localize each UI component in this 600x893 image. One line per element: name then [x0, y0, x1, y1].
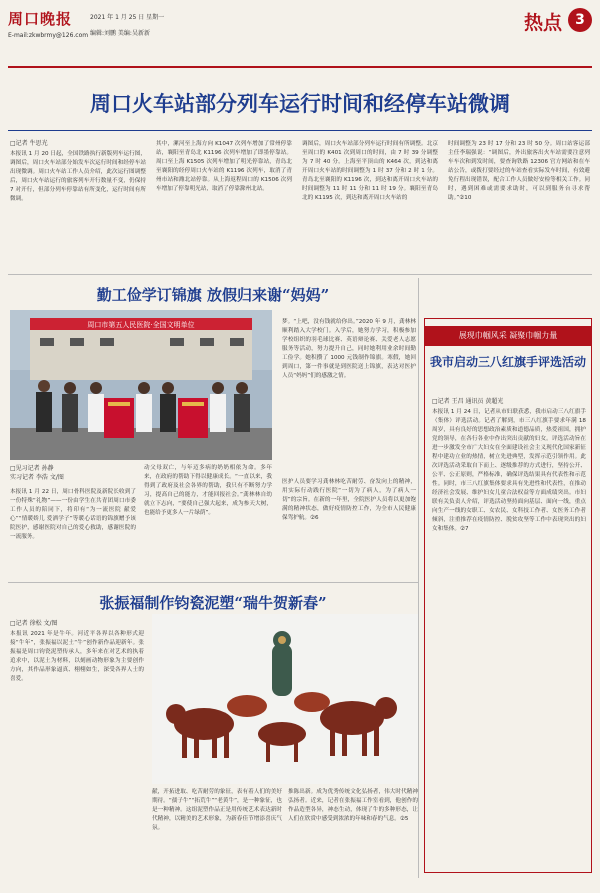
hospital-col-4: 医护人员要学习龚林林吃苦耐劳、奋发向上的精神，用实际行动践行医院“一切为了病人，为了病人一切”的宗旨。在新的一年里，全院医护人员将以更加饱满的精神状态，做好疫情防控工作，为全市人民健康保驾护航。②6 — [282, 479, 416, 521]
pottery-col-1: 本报讯 2021 年是牛年。河近平各界以各种形式迎接“牛年”，张振福以泥土“牛”创作新作品迎新年。张振福是周口钧瓷泥塑传承人，多年来在对艺术的执着追求中，以泥土为材料，以刻画动物形象为主要创作方向，其作品形象逼真、栩栩如生，深受各界人士的喜爱。 — [10, 631, 144, 682]
sidebar-body: 本报讯 1 月 24 日，记者从市妇联获悉，我市启动三八红旗手（集体）评选活动。记者了解到，市三八红旗手要求年满 18 周岁，具有良好的思想政治素质和道德品质，热爱祖国，拥护党的领导，在各行各业中作出突出贡献的妇女。评选活动旨在进一步激发全市广大妇女在全面建设社会主义现代化国家新征程中建功立业的热情，树立先进典型，发挥示范引领作用。此次评选活动采取自下而上、逐级推荐的方式进行，坚持公开、公平、公正原则，严格标准，确保评选结果具有代表性和示范性。同时，市三八红旗集体要求具有先进性和代表性，在推动经济社会发展、维护妇女儿童合法权益等方面成绩突出。市妇联有关负责人介绍，评选活动坚持面向基层、面向一线，重点向生产一线的女职工、女农民、女科技工作者、女医务工作者倾斜，注重推荐在疫情防控、脱贫攻坚等工作中表现突出的妇女和集体。②7 — [432, 409, 586, 532]
email-line: E-mail:zkwbrmy@126.com — [8, 32, 89, 39]
column-divider — [418, 278, 419, 878]
newspaper-logo: 周口晚报 — [8, 10, 73, 28]
masthead — [8, 6, 592, 64]
hospital-photo-banner: 周口市第五人民医院·全国文明单位 — [87, 321, 195, 329]
section-title: 热点 — [523, 12, 562, 34]
dateline: 2021 年 1 月 25 日 星期一 — [90, 14, 165, 21]
headline-rule — [8, 130, 592, 131]
hospital-photo — [10, 310, 272, 460]
editors-line: 编辑:刘鹏 美编:吴新新 — [90, 30, 150, 37]
divider-1 — [8, 274, 592, 275]
masthead-rule — [8, 66, 592, 68]
pottery-col-2: 献，开拓进取、吃苦耐劳的象征，表有着人们的美好期待。“孺子牛”“拓荒牛”“老黄牛”，是一种象征，也是一种精神。这组泥塑作品正是用传统艺术表达新时代精神，以精美的艺术形象，为新春佳节增添喜庆气氛。 — [152, 789, 282, 831]
hospital-col-1: 本报讯 1 月 22 日，周口骨科医院及新院长收到了一份特殊“礼物”——一份由学生在共青团周口市委工作人员的陪同下，将印有“为一流医院 献爱心”“情暖娇儿 爱洒学子”等暖心话语的锦旗赠予该院医护，感谢医院对自己的爱心救助，感谢医院的一流服务。 — [10, 489, 136, 540]
divider-2 — [8, 582, 418, 583]
pottery-col-3: 推陈出新。成为优秀传统文化弘扬者，伟大时代精神弘扬者。近来，记者在张振福工作室看到，他创作的作品造型各异，神态生动，体现了牛的多种形态，让人们在欣赏中感受到浓浓的年味和春的气息。②5 — [288, 789, 418, 822]
hospital-col-2: 动父母双亡，与年迈多病的奶奶相依为命。多年来，在政府的帮助下得以健康成长。“一直以来，我得到了政府及社会各界的帮助，我只有不断努力学习，提高自己的能力，才能回报社会。”龚林林自幼就立下志向，“要使自己强大起来，成为参天大树，也能给予更多人一片绿荫”。 — [144, 465, 272, 516]
page-number-badge: 3 — [568, 8, 592, 32]
pottery-byline: □记者 徐松 文/图 — [10, 620, 58, 627]
main-col-4: 时间调整为 23 时 17 分和 23 时 50 分。周口站客运部主任李瑞强说：“调图后，外出旅客出火车站需要注意列车车次和到发时间，要查询铁路 12306 官方网站和在车站公告，或拨打要经过的车站查看实际发车时间，有效避免行程出现错误，配合工作人员做好安检等相关工作。同时，遇到困难或需要求助时，可以到服务台寻求帮助。”②10 — [448, 141, 590, 201]
hospital-byline-1: □见习记者 孙静 — [10, 465, 54, 472]
hospital-byline-2: 实习记者 李浩 文/图 — [10, 474, 64, 481]
sidebar-banner: 展现巾帼风采 凝聚巾帼力量 — [424, 326, 592, 346]
hospital-headline: 勤工俭学订锦旗 放假归来谢“妈妈” — [96, 286, 330, 304]
sidebar-headline: 我市启动三八红旗手评选活动 — [430, 355, 587, 369]
hospital-col-3: 梦。“上吧，没有钱就给你出。”2020 年 9 月，龚林林顺利踏入大学校门。入学后，她努力学习，积极参加学校组织的羽毛球比赛、英语辩论赛、关爱老人志愿服务等活动，努力提升自己，同时她利用业余时间勤工俭学。她积攒了 1000 元钱制作锦旗。寒假，她回到周口，第一件事就是到医院送上锦旗，表达对医护人员“妈妈”们的感激之情。 — [282, 319, 416, 379]
pottery-headline: 张振福制作钧瓷泥塑“瑞牛贺新春” — [99, 594, 327, 612]
pottery-photo — [152, 614, 418, 784]
sidebar-byline: □记者 王昌 通讯员 黄超光 — [432, 398, 504, 405]
main-headline: 周口火车站部分列车运行时间和经停车站微调 — [90, 91, 510, 116]
main-col-2: 其中，漯河至上海方向 K1047 次列车增加了常州停靠站，襄阳至青岛北 K1196 次列车增加了即墨停靠站。周口至上海 K1505 次列车增加了明光停靠站，青岛北至襄阳的经停周口火车站的 K1196 次列车，取消了青州市站和潍北站停靠。从上海返程周口的 K1506 次列车增加了停靠明光站，取消了停靠滁州北站。 — [156, 141, 292, 192]
main-col-3: 调图后，周口火车站部分列车运行时间有所调整。北京至周口的 K401 次到周口的时间，由 7 时 39 分调整为 7 时 40 分。上海至平顶山的 K464 次，到达和离开周口火车站的时间调整为 1 时 37 分和 2 时 1 分。青岛北至襄阳的 K1196 次，到达和离开周口火车站的时间调整为 11 时 11 分和 11 时 19 分。襄阳至青岛北的 K1195 次，到达和离开周口火车站的 — [302, 141, 438, 201]
main-col-1: 本报讯 1 月 20 日起，全国铁路执行新版列车运行图，调图后，周口火车站部分始发车次运行时间和经停车站出现微调。周口火车站工作人员介绍，此次运行图调整后，周口火车站运行的旅客列车开行数量不变，仍保持 7 对开行，但部分列车停靠站有所变化，运行时间有所微调。 — [10, 151, 146, 202]
main-byline: □记者 牛思光 — [10, 140, 48, 147]
